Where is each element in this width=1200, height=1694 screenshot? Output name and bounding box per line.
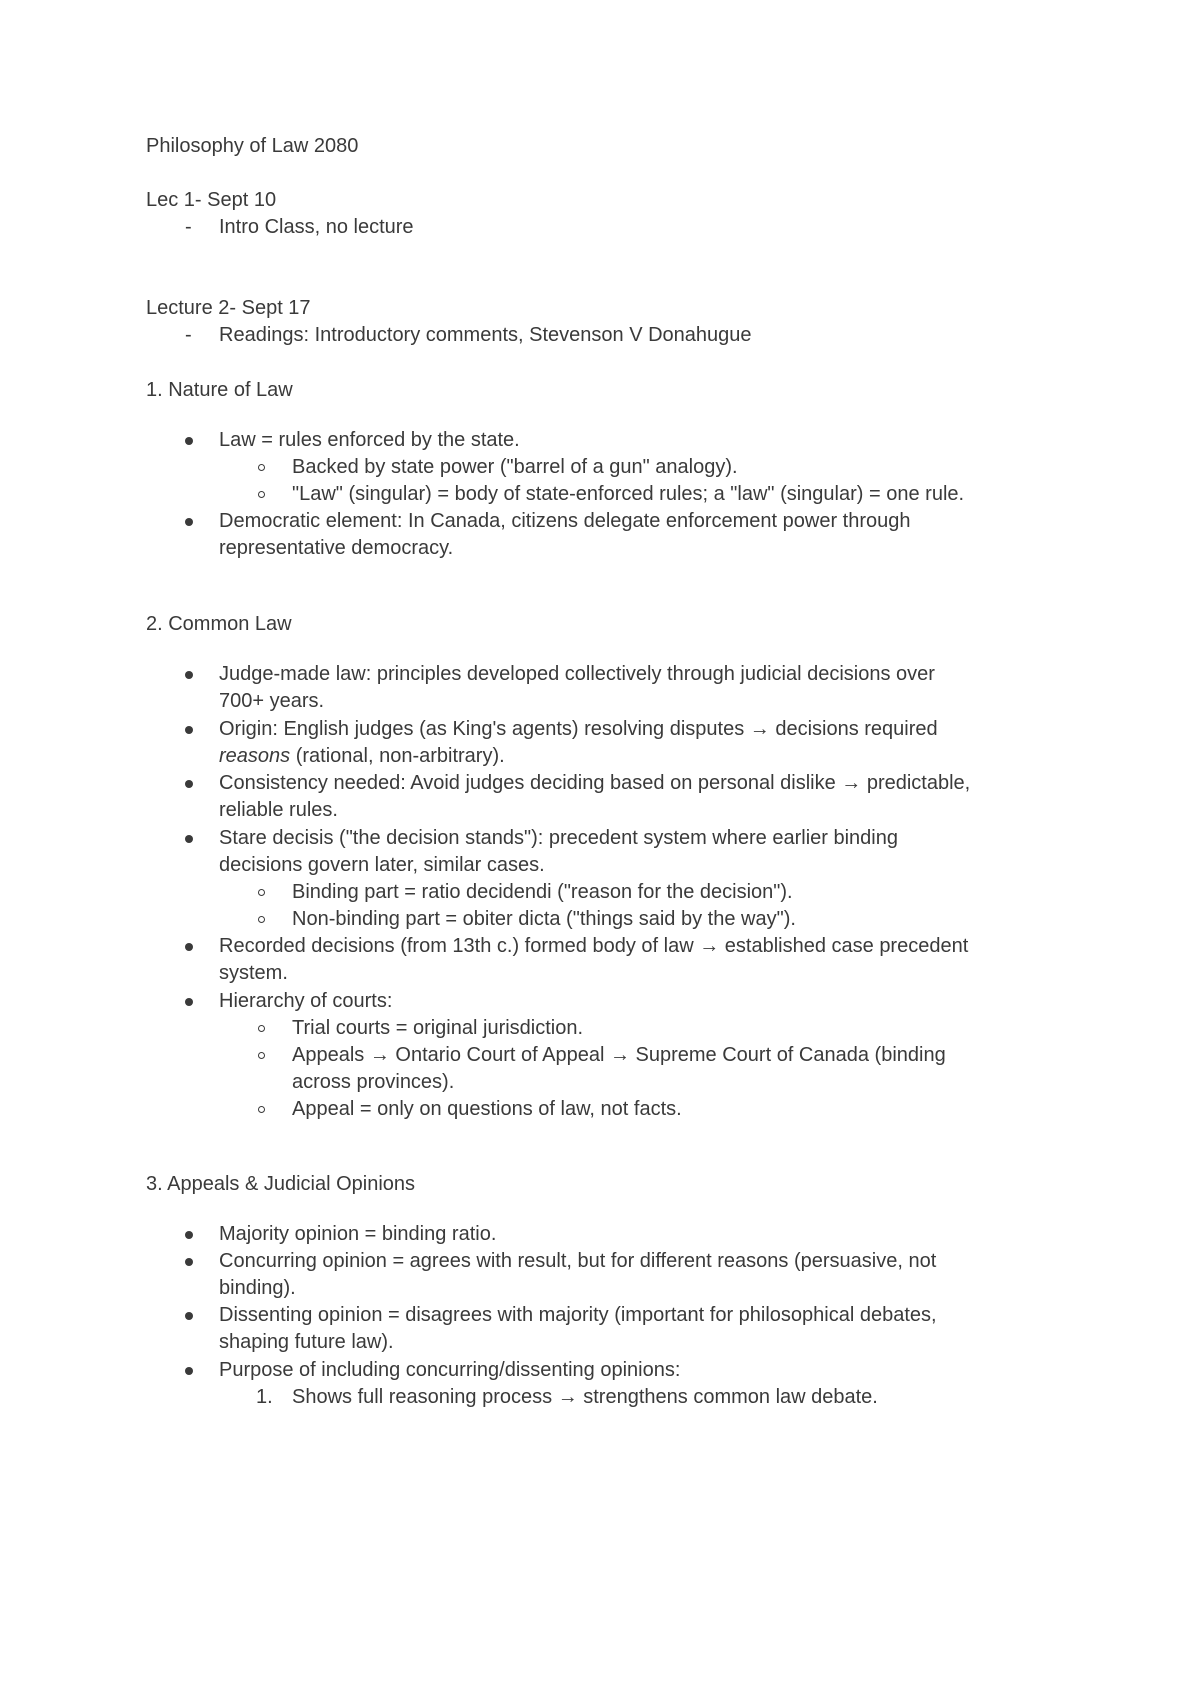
section-heading: 3. Appeals & Judicial Opinions	[146, 1173, 416, 1195]
sub-bullet-marker	[258, 1025, 265, 1032]
bullet-text-continued	[219, 742, 505, 771]
sub-bullet-marker	[258, 1052, 265, 1059]
sub-bullet-marker	[258, 464, 265, 471]
bullet-text: Democratic element: In Canada, citizens delegate enforcement power through	[219, 510, 911, 532]
sub-bullet-text: Non-binding part = obiter dicta ("things said by the way").	[292, 908, 796, 930]
document-title: Philosophy of Law 2080	[146, 135, 359, 157]
sub-bullet-text-continued: across provinces).	[292, 1071, 455, 1093]
bullet-text: Majority opinion = binding ratio.	[219, 1223, 497, 1245]
bullet-text: Recorded decisions (from 13th c.) formed body of law → established case precedent	[219, 935, 969, 957]
sub-bullet-text: Backed by state power ("barrel of a gun" analogy).	[292, 456, 738, 478]
bullet-text: Stare decisis ("the decision stands"): precedent system where earlier binding	[219, 827, 898, 849]
lecture-2-item: Readings: Introductory comments, Stevenson V Donahugue	[219, 324, 752, 346]
numbered-item-text: Shows full reasoning process → strengthens common law debate.	[292, 1386, 878, 1408]
bullet-text-tail: (rational, non-arbitrary).	[290, 745, 505, 767]
bullet-text-continued: binding).	[219, 1277, 296, 1299]
lecture-1-item: Intro Class, no lecture	[219, 216, 414, 238]
bullet-text: Hierarchy of courts:	[219, 990, 393, 1012]
bullet-marker	[185, 1312, 193, 1320]
bullet-marker	[185, 943, 193, 951]
bullet-text: Purpose of including concurring/dissenting opinions:	[219, 1359, 681, 1381]
bullet-text: Concurring opinion = agrees with result, but for different reasons (persuasive, not	[219, 1250, 937, 1272]
sub-bullet-text: "Law" (singular) = body of state-enforced rules; a "law" (singular) = one rule.	[292, 483, 965, 505]
bullet-text-continued: reliable rules.	[219, 799, 338, 821]
bullet-marker	[185, 835, 193, 843]
section-heading: 1. Nature of Law	[146, 379, 293, 401]
emphasis-reasons: reasons	[219, 745, 291, 767]
numbered-marker: 1.	[256, 1386, 273, 1408]
sub-bullet-marker	[258, 916, 265, 923]
bullet-marker	[185, 1231, 193, 1239]
sub-bullet-text: Appeals → Ontario Court of Appeal → Supreme Court of Canada (binding	[292, 1044, 946, 1066]
bullet-text-continued: decisions govern later, similar cases.	[219, 854, 545, 876]
sub-bullet-marker	[258, 491, 265, 498]
bullet-text-continued: system.	[219, 962, 288, 984]
bullet-text: Consistency needed: Avoid judges deciding based on personal dislike → predictable,	[219, 772, 971, 794]
bullet-marker	[185, 726, 193, 734]
bullet-marker	[185, 518, 193, 526]
bullet-marker	[185, 1258, 193, 1266]
bullet-marker	[185, 780, 193, 788]
bullet-marker	[185, 998, 193, 1006]
sub-bullet-marker	[258, 889, 265, 896]
bullet-text-continued: 700+ years.	[219, 690, 325, 712]
bullet-text-continued: representative democracy.	[219, 537, 454, 559]
bullet-marker	[185, 671, 193, 679]
bullet-text: Law = rules enforced by the state.	[219, 429, 520, 451]
bullet-text-continued: shaping future law).	[219, 1331, 394, 1353]
lecture-2-heading: Lecture 2- Sept 17	[146, 297, 311, 319]
bullet-text: Dissenting opinion = disagrees with majority (important for philosophical debates,	[219, 1304, 937, 1326]
sub-bullet-text: Appeal = only on questions of law, not facts.	[292, 1098, 682, 1120]
dash-marker: -	[185, 216, 192, 238]
bullet-marker	[185, 1367, 193, 1375]
bullet-text: Judge-made law: principles developed collectively through judicial decisions over	[219, 663, 935, 685]
sub-bullet-text: Trial courts = original jurisdiction.	[292, 1017, 584, 1039]
sub-bullet-text: Binding part = ratio decidendi ("reason for the decision").	[292, 881, 793, 903]
bullet-text: Origin: English judges (as King's agents) resolving disputes → decisions required	[219, 718, 938, 740]
sub-bullet-marker	[258, 1106, 265, 1113]
dash-marker: -	[185, 324, 192, 346]
section-heading: 2. Common Law	[146, 613, 292, 635]
lecture-1-heading: Lec 1- Sept 10	[146, 189, 277, 211]
bullet-marker	[185, 437, 193, 445]
